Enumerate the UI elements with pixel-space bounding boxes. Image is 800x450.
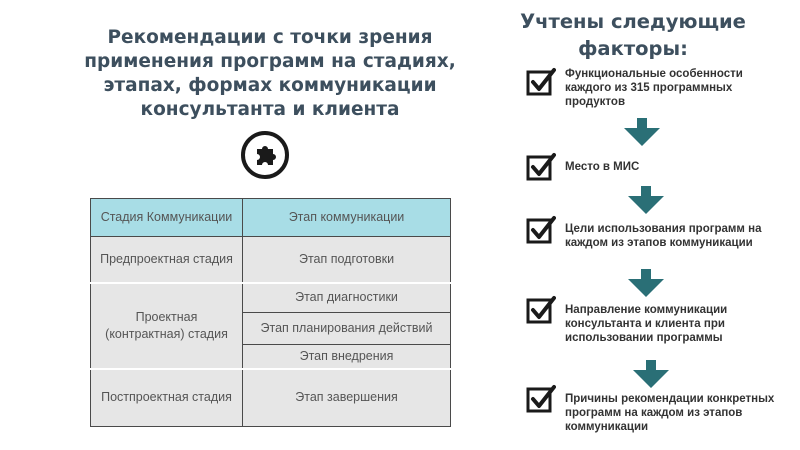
factor-item: Функциональные особенности каждого из 315 программных продуктов: [565, 68, 743, 108]
table-row: [91, 283, 451, 313]
checkbox-checked-icon: [526, 152, 556, 182]
checkbox-checked-icon: [526, 215, 556, 245]
checkbox-checked-icon: [526, 384, 556, 414]
phase-cell: Этап диагностики: [243, 283, 451, 313]
header-stage: Стадия Коммуникации: [91, 199, 243, 237]
arrow-down-icon: [626, 186, 666, 216]
factor-item: Причины рекомендации конкретных программ на каждом из этапов коммуникации: [565, 393, 775, 433]
phase-cell: Этап подготовки: [243, 237, 451, 283]
phase-cell: Этап завершения: [243, 369, 451, 427]
factor-item: Направление коммуникации консультанта и клиента при использовании программы: [565, 304, 728, 344]
table-row: [91, 237, 451, 283]
arrow-down-icon: [626, 269, 666, 299]
phase-cell: Этап планирования действий: [243, 313, 451, 345]
header-phase: Этап коммуникации: [243, 199, 451, 237]
table-row: [91, 369, 451, 427]
checkbox-checked-icon: [526, 67, 556, 97]
page-title: Рекомендации с точки зрения применения программ на стадиях, этапах, формах коммуникации консультанта и клиента: [84, 27, 456, 120]
stage-cell: Предпроектная стадия: [91, 237, 243, 283]
phase-cell: Этап внедрения: [243, 345, 451, 369]
arrow-down-icon: [631, 360, 671, 390]
arrow-down-icon: [622, 118, 662, 148]
table-header-row: [91, 199, 451, 237]
stage-cell: Постпроектная стадия: [91, 369, 243, 427]
factor-item: Цели использования программ на каждом из этапов коммуникации: [565, 223, 762, 249]
puzzle-icon: [240, 130, 290, 180]
factors-title: Учтены следующие факторы:: [520, 10, 746, 60]
stage-cell: Проектная (контрактная) стадия: [91, 283, 243, 369]
checkbox-checked-icon: [526, 295, 556, 325]
stages-table: [90, 198, 451, 427]
factor-item: Место в МИС: [565, 161, 640, 173]
